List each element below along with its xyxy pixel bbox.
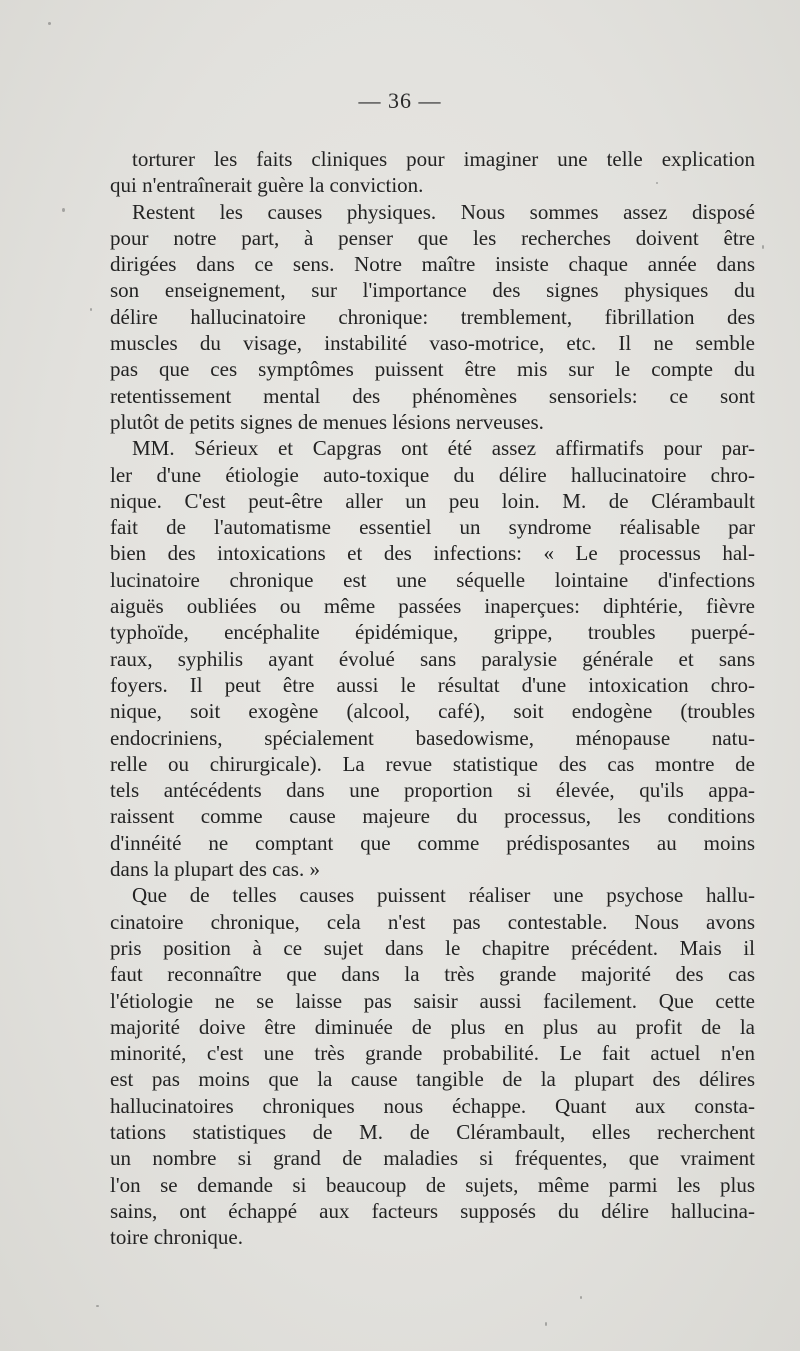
text-line: bien des intoxications et des infections: « Le processus hal- bbox=[110, 541, 755, 566]
text-line: qui n'entraînerait guère la conviction. bbox=[110, 173, 424, 198]
paper-speck bbox=[90, 308, 92, 311]
text-line: dans la plupart des cas. » bbox=[110, 857, 320, 882]
text-line: torturer les faits cliniques pour imaginer une telle explication bbox=[132, 147, 755, 171]
text-line: tels antécédents dans une proportion si élevée, qu'ils appa- bbox=[110, 778, 755, 803]
text-line: fait de l'automatisme essentiel un syndrome réalisable par bbox=[110, 515, 755, 540]
text-line: nique. C'est peut-être aller un peu loin. M. de Clérambault bbox=[110, 488, 755, 513]
paper-speck bbox=[656, 182, 658, 184]
text-line: délire hallucinatoire chronique: tremblement, fibrillation des bbox=[110, 304, 755, 329]
text-line: dirigées dans ce sens. Notre maître insiste chaque année dans bbox=[110, 252, 755, 277]
text-line: sains, ont échappé aux facteurs supposés du délire hallucina- bbox=[110, 1198, 755, 1223]
text-line: endocriniens, spécialement basedowisme, ménopause natu- bbox=[110, 725, 755, 750]
paragraph bbox=[110, 435, 755, 882]
paragraph bbox=[110, 146, 755, 199]
text-line: typhoïde, encéphalite épidémique, grippe, troubles puerpé- bbox=[110, 620, 755, 645]
paper-speck bbox=[62, 208, 65, 212]
text-line: majorité doive être diminuée de plus en plus au profit de la bbox=[110, 1014, 755, 1039]
text-line: hallucinatoires chroniques nous échappe. Quant aux consta- bbox=[110, 1093, 755, 1118]
text-line: nique, soit exogène (alcool, café), soit endogène (troubles bbox=[110, 699, 755, 724]
paper-speck bbox=[580, 1296, 582, 1299]
text-line: l'étiologie ne se laisse pas saisir aussi facilement. Que cette bbox=[110, 988, 755, 1013]
paper-speck bbox=[96, 1305, 99, 1307]
text-line: raissent comme cause majeure du processus, les conditions bbox=[110, 804, 755, 829]
text-line: plutôt de petits signes de menues lésions nerveuses. bbox=[110, 409, 544, 434]
paper-speck bbox=[545, 1322, 547, 1326]
text-line: minorité, c'est une très grande probabilité. Le fait actuel n'en bbox=[110, 1041, 755, 1066]
text-line: cinatoire chronique, cela n'est pas contestable. Nous avons bbox=[110, 909, 755, 934]
text-line: lucinatoire chronique est une séquelle lointaine d'infections bbox=[110, 567, 755, 592]
text-line: pour notre part, à penser que les recherches doivent être bbox=[110, 225, 755, 250]
paper-speck bbox=[762, 245, 764, 249]
text-line: son enseignement, sur l'importance des signes physiques du bbox=[110, 278, 755, 303]
text-line: MM. Sérieux et Capgras ont été assez affirmatifs pour par- bbox=[132, 436, 755, 461]
page-number: — 36 — bbox=[358, 88, 442, 113]
text-line: aiguës oubliées ou même passées inaperçues: diphtérie, fièvre bbox=[110, 594, 755, 619]
text-line: ler d'une étiologie auto-toxique du délire hallucinatoire chro- bbox=[110, 462, 755, 487]
paragraph bbox=[110, 882, 755, 1250]
text-line: Restent les causes physiques. Nous sommes assez disposé bbox=[132, 199, 755, 224]
text-line: pris position à ce sujet dans le chapitre précédent. Mais il bbox=[110, 935, 755, 960]
paragraph bbox=[110, 199, 755, 436]
text-line: relle ou chirurgicale). La revue statistique des cas montre de bbox=[110, 751, 755, 776]
text-line: raux, syphilis ayant évolué sans paralysie générale et sans bbox=[110, 646, 755, 671]
text-line: d'innéité ne comptant que comme prédisposantes au moins bbox=[110, 830, 755, 855]
text-line: faut reconnaître que dans la très grande majorité des cas bbox=[110, 962, 755, 987]
text-line: est pas moins que la cause tangible de la plupart des délires bbox=[110, 1067, 755, 1092]
text-line: retentissement mental des phénomènes sensoriels: ce sont bbox=[110, 383, 755, 408]
text-line: un nombre si grand de maladies si fréquentes, que vraiment bbox=[110, 1146, 755, 1171]
text-line: tations statistiques de M. de Clérambault, elles recherchent bbox=[110, 1119, 755, 1144]
text-line: Que de telles causes puissent réaliser une psychose hallu- bbox=[132, 883, 755, 908]
text-line: toire chronique. bbox=[110, 1225, 243, 1250]
text-line: l'on se demande si beaucoup de sujets, même parmi les plus bbox=[110, 1172, 755, 1197]
body-text bbox=[110, 146, 755, 1250]
text-line: foyers. Il peut être aussi le résultat d'une intoxication chro- bbox=[110, 672, 755, 697]
text-line: pas que ces symptômes puissent être mis sur le compte du bbox=[110, 357, 755, 382]
paper-speck bbox=[48, 22, 51, 25]
text-line: muscles du visage, instabilité vaso-motrice, etc. Il ne semble bbox=[110, 331, 755, 356]
